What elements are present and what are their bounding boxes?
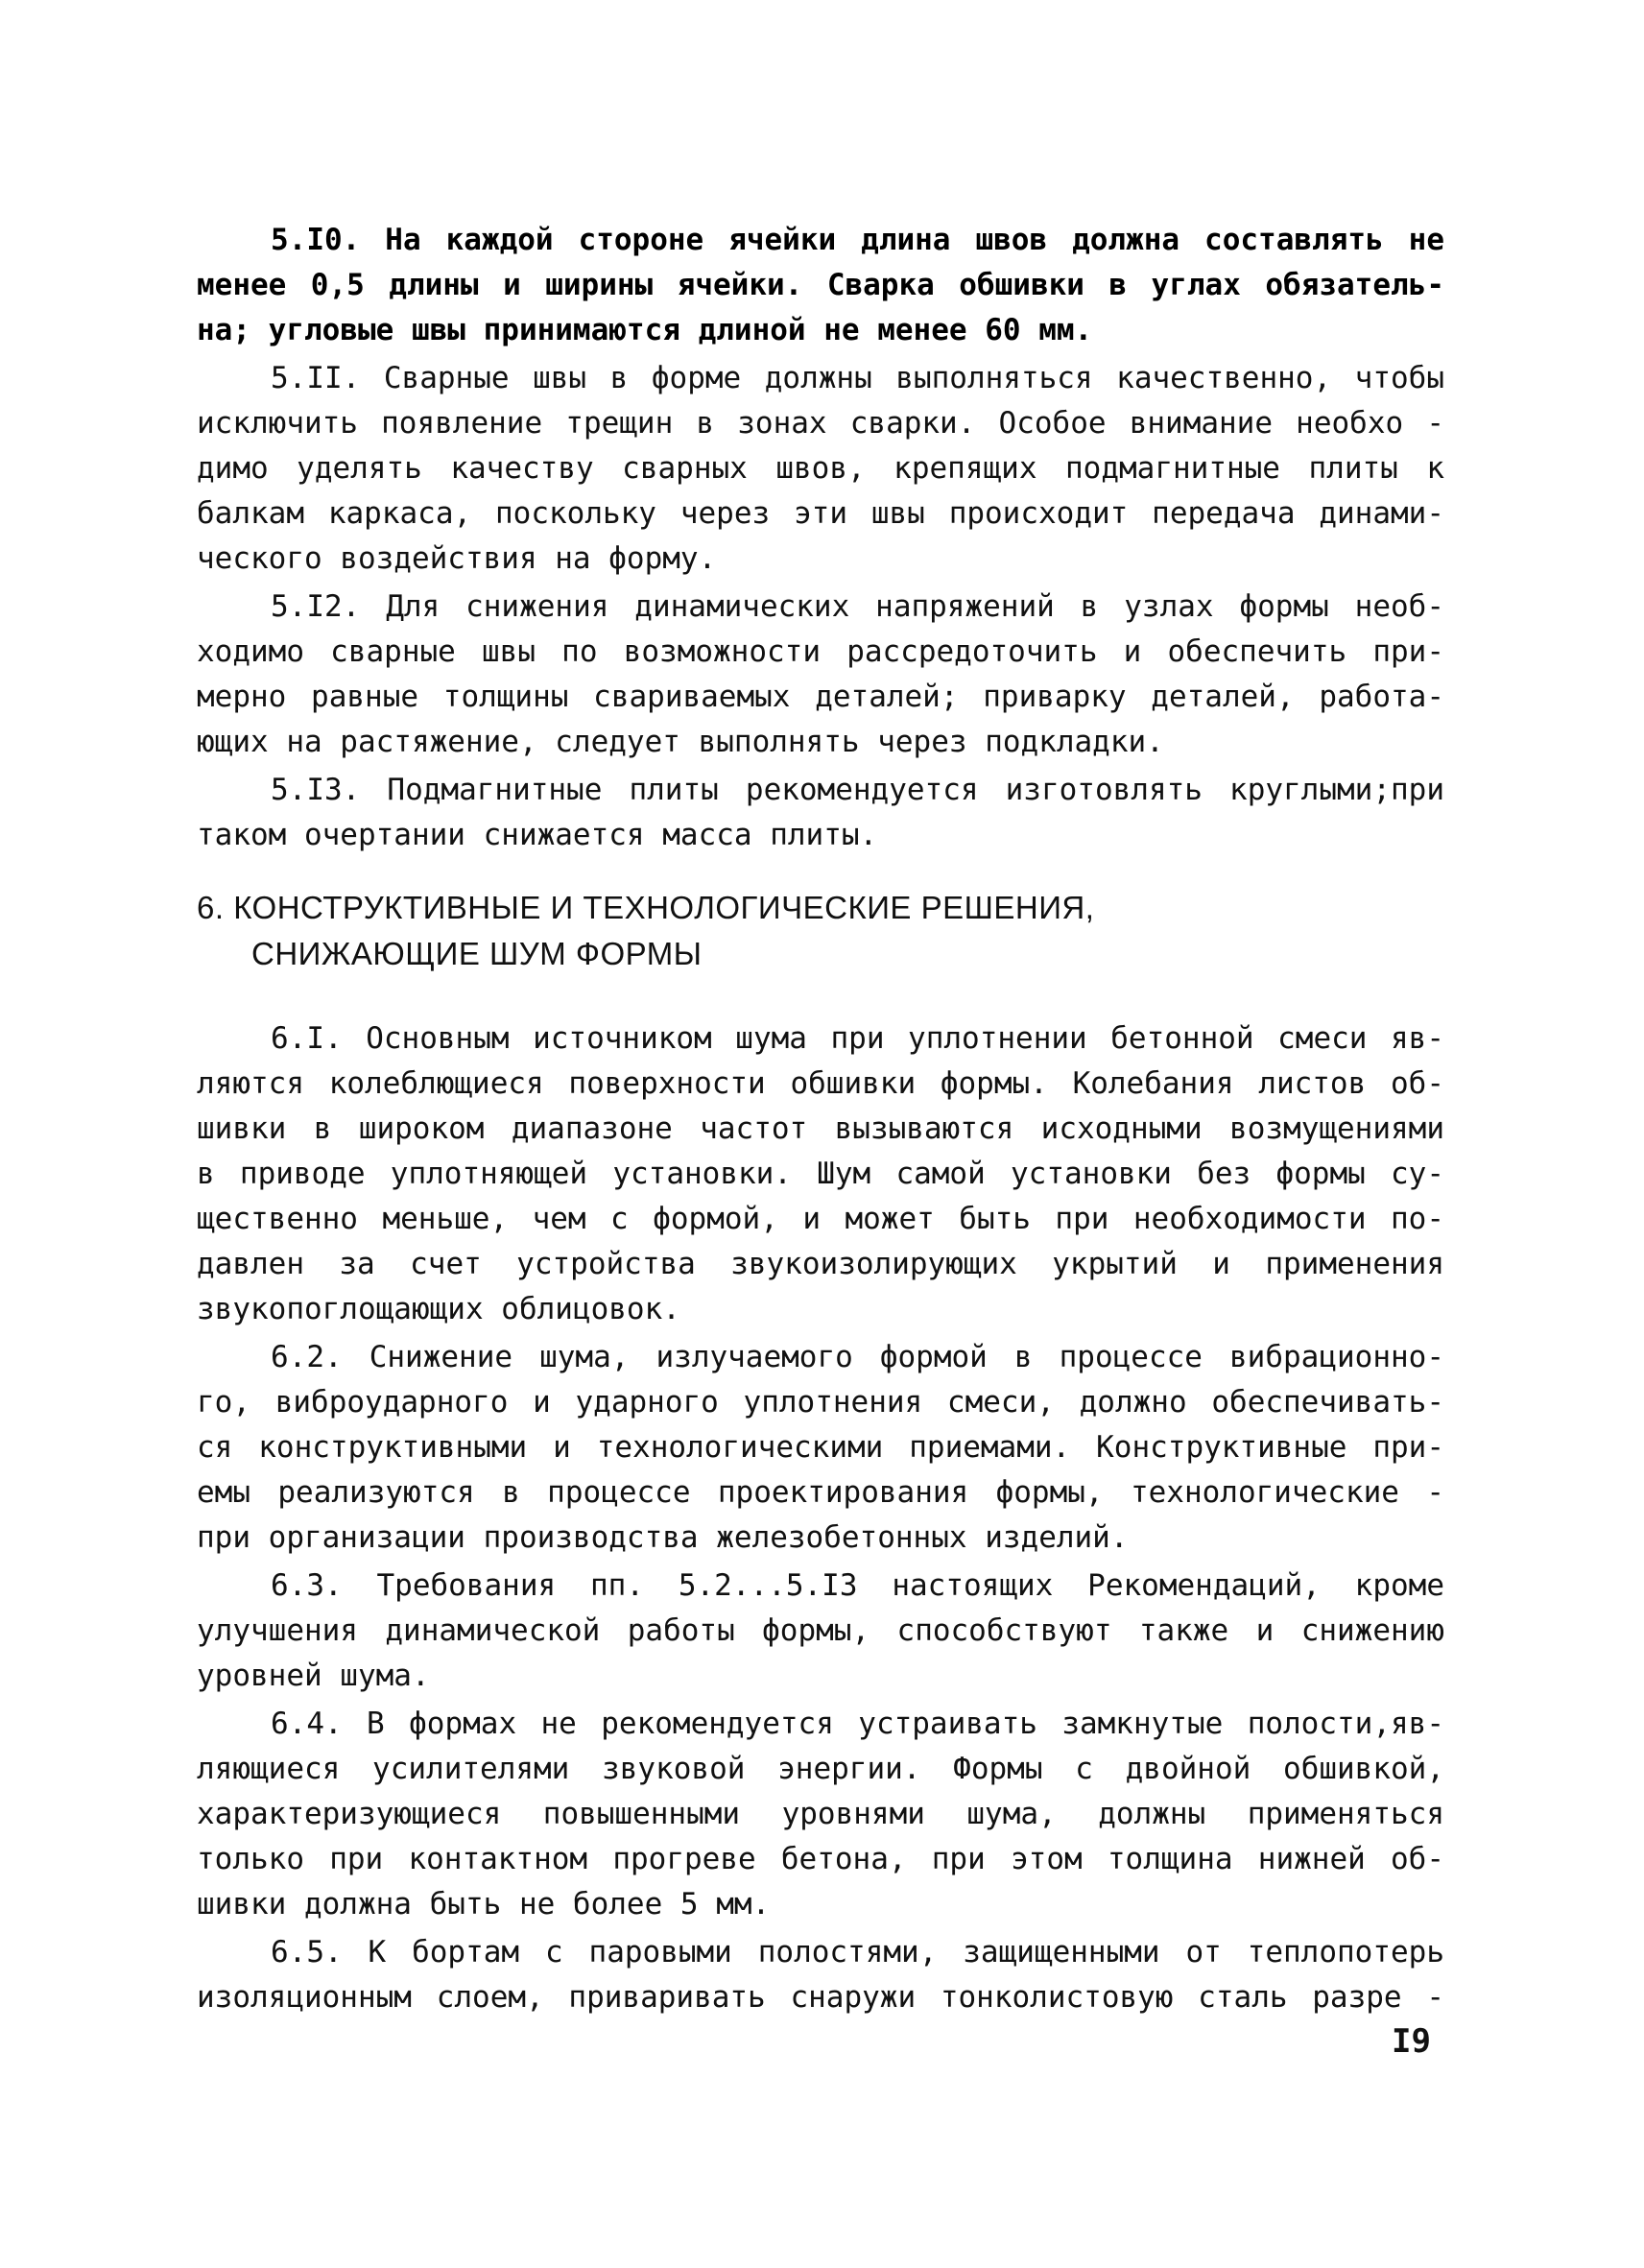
p6-1-line-1: 6.I. Основным источником шума при уплотнении бетонной смеси яв- — [271, 1021, 1444, 1056]
p6-4-line-3: характеризующиеся повышенными уровнями шума, должны применяться — [197, 1797, 1444, 1831]
p5-12-line-3: мерно равные толщины свариваемых деталей; приварку деталей, работа- — [197, 680, 1444, 714]
p6-2-line-3: ся конструктивными и технологическими приемами. Конструктивные при- — [197, 1430, 1444, 1465]
p5-10-line-1: 5.I0. На каждой стороне ячейки длина швов должна составлять не — [271, 223, 1444, 257]
p5-13-line-1: 5.I3. Подмагнитные плиты рекомендуется изготовлять круглыми;при — [271, 773, 1444, 807]
p6-2-line-1: 6.2. Снижение шума, излучаемого формой в процессе вибрационно- — [271, 1340, 1444, 1374]
p6-1-line-4: в приводе уплотняющей установки. Шум самой установки без формы су- — [197, 1157, 1444, 1191]
p5-12-line-2: ходимо сварные швы по возможности рассредоточить и обеспечить при- — [197, 634, 1444, 669]
p5-12-line-1: 5.I2. Для снижения динамических напряжений в узлах формы необ- — [271, 589, 1444, 624]
p5-11-line-4: балкам каркаса, поскольку через эти швы происходит передача динами- — [197, 496, 1444, 531]
p5-13-line-2: таком очертании снижается масса плиты. — [197, 818, 878, 852]
p6-1-line-6: давлен за счет устройства звукоизолирующих укрытий и применения — [197, 1247, 1444, 1281]
section-6-heading-line-2: СНИЖАЮЩИЕ ШУМ ФОРМЫ — [251, 936, 703, 971]
p6-2-line-2: го, виброударного и ударного уплотнения смеси, должно обеспечивать- — [197, 1385, 1444, 1420]
p6-4-line-1: 6.4. В формах не рекомендуется устраивать замкнутые полости,яв- — [271, 1707, 1444, 1741]
p6-4-line-5: шивки должна быть не более 5 мм. — [197, 1887, 771, 1922]
p6-5-line-2: изоляционным слоем, приваривать снаружи тонколистовую сталь разре - — [197, 1980, 1444, 2015]
p5-11-line-3: димо уделять качеству сварных швов, крепящих подмагнитные плиты к — [197, 451, 1444, 486]
p6-3-line-1: 6.3. Требования пп. 5.2...5.I3 настоящих Рекомендаций, кроме — [271, 1568, 1444, 1603]
p6-1-line-7: звукопоглощающих облицовок. — [197, 1292, 680, 1326]
p6-3-line-3: уровней шума. — [197, 1659, 430, 1693]
p6-1-line-5: щественно меньше, чем с формой, и может быть при необходимости по- — [197, 1202, 1444, 1236]
section-6-heading-line-1: 6. КОНСТРУКТИВНЫЕ И ТЕХНОЛОГИЧЕСКИЕ РЕШЕНИЯ, — [197, 890, 1095, 925]
p6-1-line-2: ляются колеблющиеся поверхности обшивки формы. Колебания листов об- — [197, 1066, 1444, 1101]
p6-4-line-2: ляющиеся усилителями звуковой энергии. Формы с двойной обшивкой, — [197, 1752, 1444, 1786]
p6-3-line-2: улучшения динамической работы формы, способствуют также и снижению — [197, 1613, 1444, 1648]
p5-11-line-5: ческого воздействия на форму. — [197, 541, 717, 576]
p5-11-line-1: 5.II. Сварные швы в форме должны выполняться качественно, чтобы — [271, 361, 1444, 395]
p5-10-line-2: менее 0,5 длины и ширины ячейки. Сварка обшивки в углах обязатель- — [197, 268, 1444, 302]
p5-12-line-4: ющих на растяжение, следует выполнять через подкладки. — [197, 725, 1164, 759]
p5-10-line-3: на; угловые швы принимаются длиной не менее 60 мм. — [197, 313, 1093, 347]
page-number: I9 — [1392, 2022, 1431, 2061]
p6-2-line-5: при организации производства железобетонных изделий. — [197, 1520, 1129, 1555]
p6-5-line-1: 6.5. К бортам с паровыми полостями, защищенными от теплопотерь — [271, 1935, 1444, 1970]
p6-1-line-3: шивки в широком диапазоне частот вызываются исходными возмущениями — [197, 1111, 1444, 1146]
p6-2-line-4: емы реализуются в процессе проектирования формы, технологические - — [197, 1475, 1444, 1510]
p6-4-line-4: только при контактном прогреве бетона, при этом толщина нижней об- — [197, 1842, 1444, 1876]
p5-11-line-2: исключить появление трещин в зонах сварки. Особое внимание необхо - — [197, 406, 1444, 441]
